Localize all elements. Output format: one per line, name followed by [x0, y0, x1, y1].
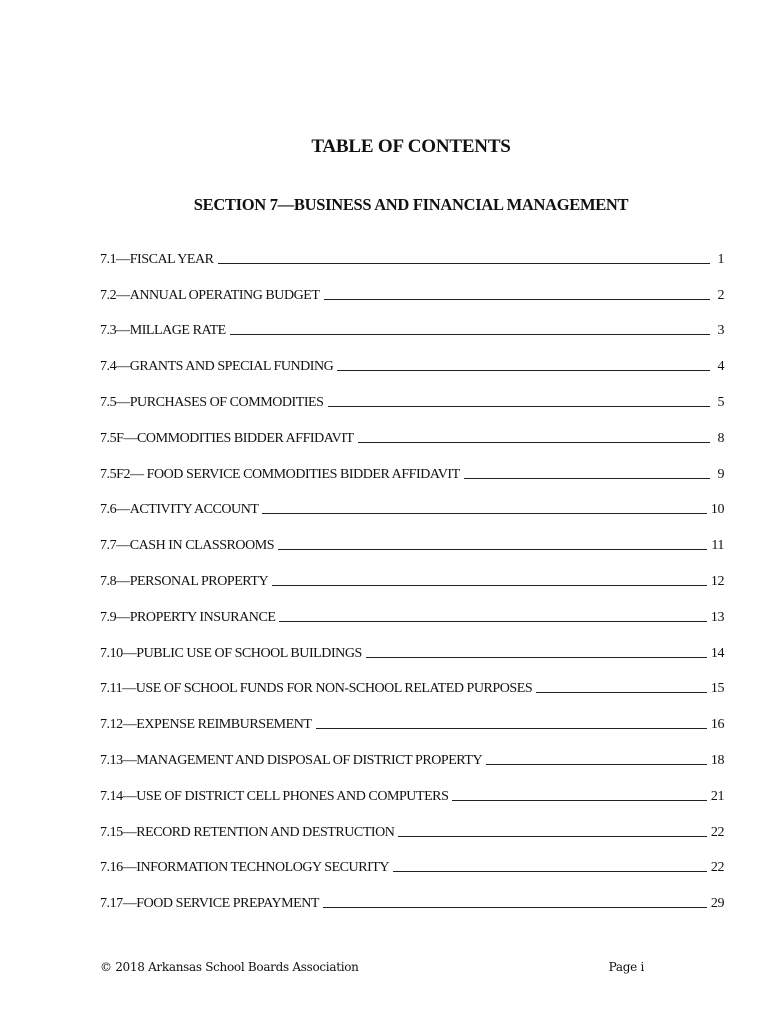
- toc-leader-line: [464, 477, 710, 479]
- toc-entry-label: 7.3—MILLAGE RATE: [100, 323, 226, 339]
- toc-entry-label: 7.9—PROPERTY INSURANCE: [100, 609, 276, 625]
- toc-entry-label: 7.11—USE OF SCHOOL FUNDS FOR NON-SCHOOL RELATED PURPOSES: [100, 681, 533, 697]
- toc-entry[interactable]: [100, 518, 724, 554]
- toc-entry-page: 1: [717, 251, 724, 267]
- toc-leader-line: [218, 262, 710, 264]
- toc-entry[interactable]: [100, 232, 724, 268]
- toc-entry-label: 7.4—GRANTS AND SPECIAL FUNDING: [100, 359, 334, 375]
- toc-entry-page: 12: [710, 573, 724, 589]
- toc-leader-line: [393, 870, 707, 872]
- toc-entry[interactable]: [100, 876, 724, 912]
- toc-entry[interactable]: [100, 339, 724, 375]
- toc-entry[interactable]: [100, 805, 724, 841]
- toc-entry-page: 9: [717, 466, 724, 482]
- toc-leader-line: [328, 405, 711, 407]
- toc-entry-label: 7.15—RECORD RETENTION AND DESTRUCTION: [100, 824, 395, 840]
- toc-entry[interactable]: [100, 268, 724, 304]
- toc-entry-label: 7.10—PUBLIC USE OF SCHOOL BUILDINGS: [100, 645, 362, 661]
- toc-entry-label: 7.5—PURCHASES OF COMMODITIES: [100, 394, 324, 410]
- toc-entry-page: 13: [710, 609, 724, 625]
- footer-page-number: Page i: [608, 960, 644, 974]
- toc-leader-line: [230, 333, 710, 335]
- toc-entry[interactable]: [100, 769, 724, 805]
- toc-leader-line: [324, 298, 711, 300]
- toc-entry-page: 10: [710, 502, 724, 518]
- toc-entry-page: 22: [710, 824, 724, 840]
- toc-entry-page: 14: [710, 645, 724, 661]
- toc-leader-line: [366, 656, 707, 658]
- toc-leader-line: [536, 691, 707, 693]
- toc-entry[interactable]: [100, 447, 724, 483]
- toc-entry-label: 7.17—FOOD SERVICE PREPAYMENT: [100, 896, 320, 912]
- toc-entry-page: 2: [717, 287, 724, 303]
- toc-entry-page: 4: [717, 359, 724, 375]
- toc-entry[interactable]: [100, 554, 724, 590]
- toc-entry[interactable]: [100, 841, 724, 877]
- toc-entry-page: 3: [717, 323, 724, 339]
- toc-entry-page: 22: [710, 860, 724, 876]
- toc-entry-label: 7.12—EXPENSE REIMBURSEMENT: [100, 717, 312, 733]
- toc-leader-line: [279, 620, 706, 622]
- footer-copyright: © 2018 Arkansas School Boards Association: [100, 960, 359, 974]
- toc-entry-page: 18: [710, 752, 724, 768]
- toc-entry[interactable]: [100, 483, 724, 519]
- toc-leader-line: [262, 512, 706, 514]
- toc-entry[interactable]: [100, 697, 724, 733]
- toc-entry-label: 7.16—INFORMATION TECHNOLOGY SECURITY: [100, 860, 390, 876]
- toc-entry[interactable]: [100, 733, 724, 769]
- toc-entry[interactable]: [100, 411, 724, 447]
- section-heading: SECTION 7—BUSINESS AND FINANCIAL MANAGEMENT: [193, 195, 629, 214]
- toc-entry-page: 8: [717, 430, 724, 446]
- toc-leader-line: [272, 584, 707, 586]
- toc-entry-label: 7.2—ANNUAL OPERATING BUDGET: [100, 287, 320, 303]
- toc-entry-page: 11: [711, 538, 724, 554]
- toc-entry-label: 7.5F2— FOOD SERVICE COMMODITIES BIDDER AFFIDAVIT: [100, 466, 460, 482]
- toc-entry[interactable]: [100, 590, 724, 626]
- toc-leader-line: [398, 835, 706, 837]
- toc-entry-label: 7.13—MANAGEMENT AND DISPOSAL OF DISTRICT PROPERTY: [100, 752, 483, 768]
- toc-entry[interactable]: [100, 304, 724, 340]
- toc-entry-label: 7.7—CASH IN CLASSROOMS: [100, 538, 275, 554]
- toc-entry-label: 7.1—FISCAL YEAR: [100, 251, 214, 267]
- toc-entry-page: 16: [710, 717, 724, 733]
- toc-leader-line: [358, 441, 710, 443]
- toc-entry-page: 5: [717, 394, 724, 410]
- toc-leader-line: [452, 799, 706, 801]
- toc-entry[interactable]: [100, 626, 724, 662]
- toc-entry-page: 21: [710, 788, 724, 804]
- toc-leader-line: [278, 548, 707, 550]
- toc-leader-line: [486, 763, 707, 765]
- toc-entry-page: 15: [710, 681, 724, 697]
- toc-leader-line: [323, 906, 707, 908]
- table-of-contents: [100, 232, 724, 912]
- toc-entry-page: 29: [710, 896, 724, 912]
- toc-entry-label: 7.14—USE OF DISTRICT CELL PHONES AND COMPUTERS: [100, 788, 449, 804]
- document-title: TABLE OF CONTENTS: [311, 136, 511, 157]
- toc-entry-label: 7.5F—COMMODITIES BIDDER AFFIDAVIT: [100, 430, 354, 446]
- toc-leader-line: [337, 369, 710, 371]
- toc-entry[interactable]: [100, 662, 724, 698]
- page-footer: [100, 960, 644, 974]
- toc-entry-label: 7.6—ACTIVITY ACCOUNT: [100, 502, 259, 518]
- toc-entry-label: 7.8—PERSONAL PROPERTY: [100, 573, 269, 589]
- toc-leader-line: [316, 727, 707, 729]
- toc-entry[interactable]: [100, 375, 724, 411]
